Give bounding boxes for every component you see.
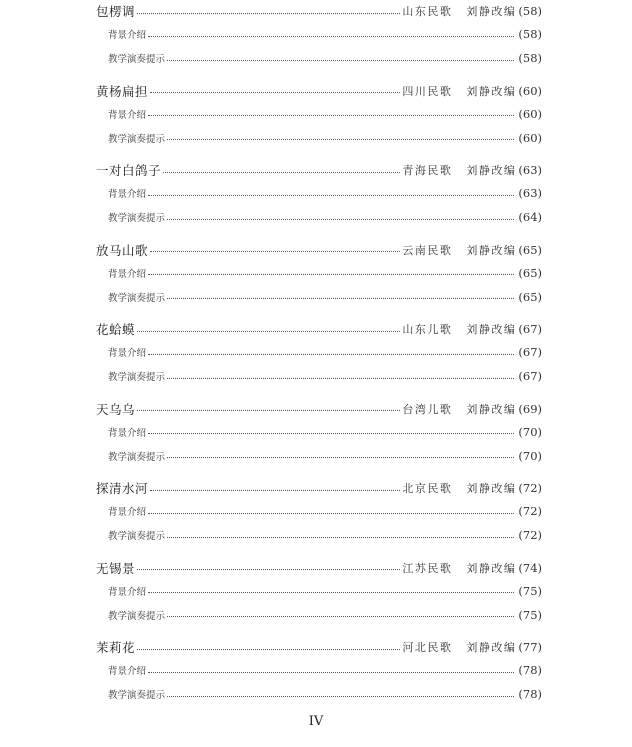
page-ref: (65): [518, 265, 542, 280]
song-arranger: 刘静改编: [466, 561, 517, 575]
toc-sub-row[interactable]: [96, 102, 542, 126]
leader-dots: [148, 672, 514, 673]
leader-dots: [148, 195, 514, 196]
toc-sub-row[interactable]: [96, 340, 542, 364]
leader-dots: [150, 92, 400, 93]
sub-label: 教学演奏提示: [108, 531, 166, 542]
toc-sub-row[interactable]: [96, 261, 542, 285]
leader-dots: [148, 274, 514, 275]
song-origin: 河北民歌: [402, 641, 453, 654]
toc-main-row[interactable]: [96, 239, 542, 261]
page-ref: (58): [518, 51, 542, 65]
song-origin: 山东民歌: [402, 5, 453, 18]
song-title: 黄杨扁担: [96, 83, 149, 99]
song-title: 花蛤蟆: [96, 322, 136, 337]
toc-sub-row[interactable]: [96, 205, 542, 229]
page-ref: (72): [518, 528, 542, 542]
toc-sub-row[interactable]: [96, 499, 542, 523]
song-origin: 山东儿歌: [402, 323, 453, 336]
leader-dots: [167, 60, 514, 61]
leader-dots: [167, 616, 514, 617]
toc-entry: [96, 239, 542, 319]
song-arranger: 刘静改编: [466, 164, 517, 177]
sub-label: 教学演奏提示: [108, 372, 166, 383]
sub-label: 背景介绍: [108, 427, 147, 439]
toc-sub-row[interactable]: [96, 22, 542, 46]
page-ref: (60): [518, 83, 542, 98]
leader-dots: [137, 649, 400, 650]
leader-dots: [148, 513, 514, 514]
song-title: 天乌乌: [96, 401, 136, 417]
page-ref: (64): [518, 210, 542, 224]
page-ref: (72): [518, 504, 542, 518]
leader-dots: [150, 490, 400, 491]
toc-entry: [96, 159, 542, 239]
sub-label: 背景介绍: [108, 507, 147, 518]
song-arranger: 刘静改编: [466, 84, 517, 98]
page-ref: (67): [518, 369, 542, 383]
toc-main-row[interactable]: [96, 80, 542, 102]
song-title: 无锡景: [96, 560, 136, 576]
sub-label: 背景介绍: [108, 348, 147, 359]
leader-dots: [137, 13, 400, 14]
sub-label: 背景介绍: [108, 189, 147, 200]
sub-label: 背景介绍: [108, 666, 147, 677]
toc-main-row[interactable]: [96, 0, 542, 22]
page-ref: (65): [518, 242, 542, 257]
page-ref: (77): [518, 640, 542, 654]
toc-main-row[interactable]: [96, 398, 542, 420]
leader-dots: [148, 36, 514, 37]
song-arranger: 刘静改编: [466, 5, 517, 18]
page-ref: (72): [518, 481, 542, 495]
toc-entry: [96, 318, 542, 398]
page-ref: (67): [518, 345, 542, 359]
toc-main-row[interactable]: [96, 318, 542, 340]
leader-dots: [148, 592, 514, 593]
page-ref: (65): [518, 289, 542, 304]
song-arranger: 刘静改编: [466, 641, 517, 654]
toc-main-row[interactable]: [96, 477, 542, 499]
page-ref: (60): [518, 130, 542, 145]
page-ref: (69): [518, 401, 542, 416]
leader-dots: [148, 433, 514, 434]
song-title: 探清水河: [96, 481, 149, 496]
leader-dots: [167, 139, 514, 140]
toc-sub-row[interactable]: [96, 46, 542, 70]
page-ref: (63): [518, 163, 542, 177]
song-arranger: 刘静改编: [466, 402, 517, 416]
song-origin: 云南民歌: [402, 243, 453, 257]
leader-dots: [137, 569, 400, 570]
sub-label: 背景介绍: [108, 109, 147, 121]
toc-entry: [96, 636, 542, 716]
song-arranger: 刘静改编: [466, 482, 517, 495]
sub-label: 教学演奏提示: [108, 54, 166, 65]
page-ref: (75): [518, 583, 542, 598]
toc-entry: [96, 398, 542, 478]
page-ref: (70): [518, 448, 542, 463]
page-ref: (67): [518, 322, 542, 336]
sub-label: 背景介绍: [108, 586, 147, 598]
leader-dots: [137, 410, 400, 411]
leader-dots: [148, 354, 514, 355]
toc-sub-row[interactable]: [96, 420, 542, 444]
song-title: 放马山歌: [96, 242, 149, 258]
song-arranger: 刘静改编: [466, 243, 517, 257]
toc-entry: [96, 557, 542, 637]
song-origin: 青海民歌: [402, 164, 453, 177]
toc-entry: [96, 80, 542, 160]
leader-dots: [163, 172, 400, 173]
page-ref: (70): [518, 424, 542, 439]
toc-main-row[interactable]: [96, 159, 542, 181]
page-ref: (58): [518, 4, 542, 18]
toc-sub-row[interactable]: [96, 181, 542, 205]
toc-sub-row[interactable]: [96, 444, 542, 468]
toc-sub-row[interactable]: [96, 126, 542, 150]
sub-label: 背景介绍: [108, 30, 147, 41]
page-ref: (60): [518, 106, 542, 121]
sub-label: 教学演奏提示: [108, 610, 166, 622]
leader-dots: [167, 457, 514, 458]
page-ref: (74): [518, 560, 542, 575]
song-origin: 北京民歌: [402, 482, 453, 495]
sub-label: 背景介绍: [108, 268, 147, 280]
leader-dots: [167, 219, 514, 220]
toc-main-row[interactable]: [96, 636, 542, 658]
toc-sub-row[interactable]: [96, 603, 542, 627]
leader-dots: [167, 298, 514, 299]
sub-label: 教学演奏提示: [108, 292, 166, 304]
page-ref: (78): [518, 687, 542, 701]
leader-dots: [167, 378, 514, 379]
table-of-contents: [96, 0, 542, 716]
toc-sub-row[interactable]: [96, 658, 542, 682]
leader-dots: [148, 115, 514, 116]
toc-sub-row[interactable]: [96, 364, 542, 388]
page-ref: (75): [518, 607, 542, 622]
page-number: IV: [308, 714, 324, 729]
song-origin: 四川民歌: [402, 84, 453, 98]
toc-sub-row[interactable]: [96, 682, 542, 706]
song-origin: 台湾儿歌: [402, 402, 453, 416]
sub-label: 教学演奏提示: [108, 690, 166, 701]
toc-main-row[interactable]: [96, 557, 542, 579]
leader-dots: [150, 251, 400, 252]
song-origin: 江苏民歌: [402, 561, 453, 575]
leader-dots: [137, 331, 400, 332]
toc-sub-row[interactable]: [96, 579, 542, 603]
leader-dots: [167, 696, 514, 697]
song-title: 茉莉花: [96, 640, 136, 655]
leader-dots: [167, 537, 514, 538]
sub-label: 教学演奏提示: [108, 133, 166, 145]
page-ref: (63): [518, 186, 542, 200]
toc-entry: [96, 477, 542, 557]
toc-sub-row[interactable]: [96, 523, 542, 547]
song-arranger: 刘静改编: [466, 323, 517, 336]
sub-label: 教学演奏提示: [108, 451, 166, 463]
song-title: 一对白鸽子: [96, 163, 162, 178]
page-ref: (78): [518, 663, 542, 677]
toc-sub-row[interactable]: [96, 285, 542, 309]
toc-entry: [96, 0, 542, 80]
page-ref: (58): [518, 27, 542, 41]
sub-label: 教学演奏提示: [108, 213, 166, 224]
song-title: 包楞调: [96, 4, 136, 19]
